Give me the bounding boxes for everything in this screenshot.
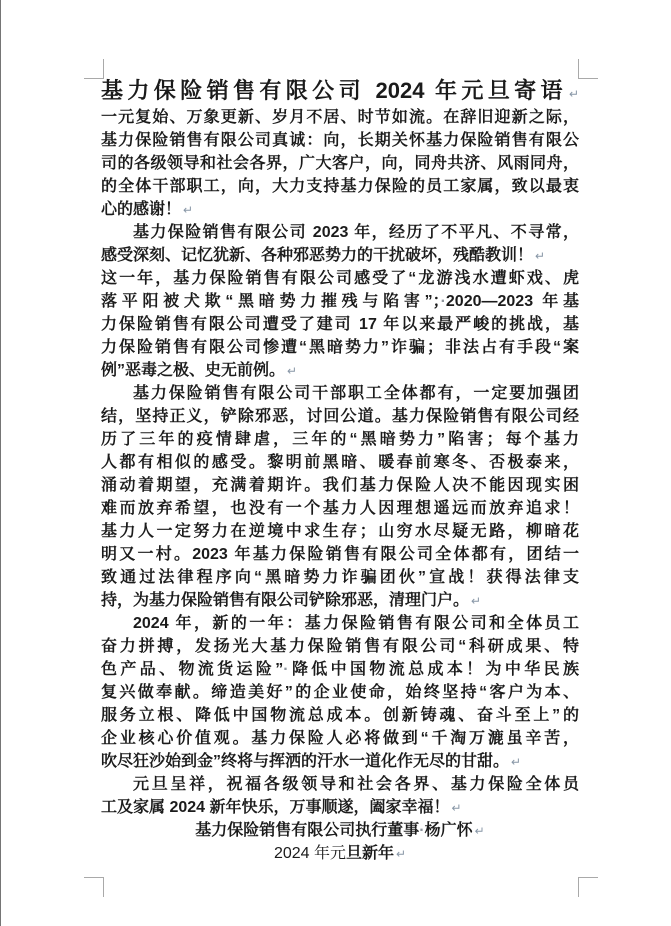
document-text-line [101, 152, 579, 175]
document-text-line [101, 842, 579, 865]
document-text-line [101, 750, 579, 773]
text-run: 2024 年元 [273, 845, 346, 862]
paragraph-mark-icon: ↵ [568, 87, 579, 101]
text-run: 工及家属 2024 新年快乐，万事顺遂，阖家幸福！ [101, 799, 450, 816]
document-text-line [101, 727, 579, 750]
document-text-line [101, 428, 579, 451]
paragraph-mark-icon: ↵ [474, 824, 485, 838]
document-text-line [101, 543, 579, 566]
document-text-line [101, 336, 579, 359]
space-mark-icon: · [283, 661, 289, 678]
document-text-line [101, 106, 579, 129]
text-run: 的全体干部职工，向，大力支持基力保险的员工家属，致以最衷 [101, 178, 579, 195]
text-run: 涌动着期望，充满着期许。我们基力保险人决不能因现实困 [101, 477, 579, 494]
text-run: 元旦呈祥，祝福各级领导和社会各界、基力保险全体员 [133, 776, 579, 793]
paragraph-mark-icon: ↵ [471, 594, 482, 608]
document-text-line [101, 796, 579, 819]
text-run: 司的各级领导和社会各界，广大客户，向，同舟共济、风雨同舟， [101, 155, 579, 172]
document-text-line [101, 474, 579, 497]
text-run: 奋力拼搏，发扬光大基力保险销售有限公司“科研成果、特 [101, 638, 579, 655]
document-text-line [101, 290, 579, 313]
document-text-line [101, 451, 579, 474]
document-text-line [101, 589, 579, 612]
document-text-line [101, 313, 579, 336]
document-text-line [101, 635, 579, 658]
text-run: 落平阳被犬欺“黑暗势力摧残与陷害”；·2020—2023 年基 [101, 293, 579, 310]
document-text-line [101, 405, 579, 428]
text-run: 历了三年的疫情肆虐，三年的“黑暗势力”陷害；每个基力 [101, 431, 579, 448]
document-text-line [101, 819, 579, 842]
text-run: 服务立根、降低中国物流总成本。创新铸魂、奋斗至上”的 [101, 707, 579, 724]
document-text-line [101, 129, 579, 152]
crop-mark-top-right-icon [578, 59, 598, 79]
document-title [101, 76, 579, 106]
document-text-line [101, 773, 579, 796]
text-run: 一元复始、万象更新、岁月不居、时节如流。在辞旧迎新之际， [101, 109, 579, 126]
text-run: 基力保险销售有限公司 2023 年，经历了不平凡、不寻常， [133, 224, 579, 241]
text-run: 致通过法律程序向“黑暗势力诈骗团伙”宣战！获得法律支 [101, 569, 579, 586]
text-run: 难而放弃希望，也没有一个基力人因理想遥远而放弃追求！ [101, 500, 579, 517]
document-text-line [101, 221, 579, 244]
text-run: 2024 年，新的一年：基力保险销售有限公司和全体员工 [133, 615, 579, 632]
document-text-line [101, 244, 579, 267]
document-text-line [101, 658, 579, 681]
document-text-line [101, 359, 579, 382]
text-run: 企业核心价值观。基力保险人必将做到“千淘万漉虽辛苦， [101, 730, 579, 747]
text-run: 基力人一定努力在逆境中求生存；山穷水尽疑无路，柳暗花 [101, 523, 579, 540]
paragraph-mark-icon: ↵ [287, 364, 298, 378]
crop-mark-bottom-left-icon [84, 877, 104, 897]
text-run: 色产品、物流货运险”·降低中国物流总成本！为中华民族 [101, 661, 579, 678]
document-text-line [101, 681, 579, 704]
space-mark-icon: · [440, 293, 446, 310]
paragraph-mark-icon: ↵ [451, 801, 462, 815]
text-run: 这一年，基力保险销售有限公司感受了“龙游浅水遭虾戏、虎 [101, 270, 579, 287]
text-run: 结，坚持正义，铲除邪恶，讨回公道。基力保险销售有限公司经 [101, 408, 579, 425]
text-run: 持，为基力保险销售有限公司铲除邪恶，清理门户。 [101, 592, 470, 609]
text-run: 基力保险销售有限公司干部职工全体都有，一定要加强团 [133, 385, 579, 402]
document-text-line [101, 267, 579, 290]
document-text-line [101, 198, 579, 221]
text-run: 例”恶毒之极、史无前例。 [101, 362, 286, 379]
crop-mark-bottom-right-icon [578, 877, 598, 897]
document-text-line [101, 520, 579, 543]
text-run: 旦新年 [345, 845, 394, 862]
document-text-area [101, 76, 579, 865]
paragraph-mark-icon: ↵ [183, 203, 194, 217]
document-text-line [101, 497, 579, 520]
text-run: 基力保险销售有限公司真诚：向，长期关怀基力保险销售有限公 [101, 132, 579, 149]
document-text-line [101, 612, 579, 635]
paragraph-mark-icon: ↵ [535, 249, 546, 263]
document-text-line [101, 704, 579, 727]
document-text-line [101, 175, 579, 198]
document-text-line [101, 566, 579, 589]
text-run: 心的感谢！ [101, 201, 182, 218]
text-run: 吹尽狂沙始到金”终将与挥洒的汗水一道化作无尽的甘甜。 [101, 753, 510, 770]
document-title-text: 基力保险销售有限公司 2024 年元旦寄语 [101, 78, 567, 103]
paragraph-mark-icon: ↵ [511, 755, 522, 769]
text-run: 力保险销售有限公司遭受了建司 17 年以来最严峻的挑战，基 [101, 316, 579, 333]
text-run: 人都有相似的感受。黎明前黑暗、暖春前寒冬、否极泰来， [101, 454, 579, 471]
paragraph-mark-icon: ↵ [396, 847, 407, 861]
text-run: 力保险销售有限公司惨遭“黑暗势力”诈骗；非法占有手段“案 [101, 339, 579, 356]
text-run: 基力保险销售有限公司执行董事·杨广怀 [195, 822, 473, 839]
document-text-line [101, 382, 579, 405]
text-run: 明又一村。2023 年基力保险销售有限公司全体都有，团结一 [101, 546, 579, 563]
text-run: 感受深刻、记忆犹新、各种邪恶势力的干扰破坏，残酷教训！ [101, 247, 534, 264]
text-run: 复兴做奉献。缔造美好”的企业使命，始终坚持“客户为本、 [101, 684, 579, 701]
document-body [101, 106, 579, 865]
space-mark-icon: · [419, 822, 425, 839]
